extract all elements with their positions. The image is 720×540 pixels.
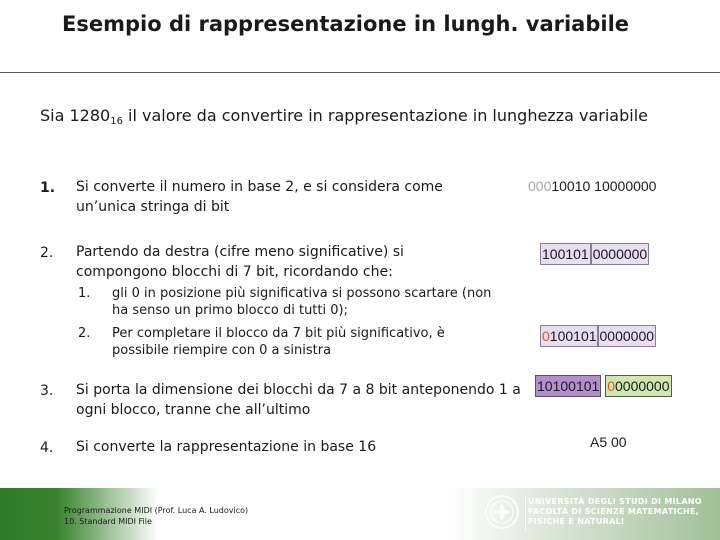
step-2-number: 2. — [40, 245, 54, 261]
result-3-block-a-bits: 100101 — [549, 328, 597, 344]
university-line-1: UNIVERSITÀ DEGLI STUDI DI MILANO — [528, 497, 702, 506]
result-step-1 — [528, 178, 656, 194]
university-divider — [525, 497, 526, 530]
result-1-leading-zeros: 000 — [528, 178, 552, 194]
step-4-text: Si converte la rappresentazione in base 16 — [76, 439, 377, 455]
substep-1-text: gli 0 in posizione più significativa si possono scartare (non ha senso un primo blocco di tutti 0); — [112, 286, 492, 318]
university-line-3: FISICHE E NATURALI — [528, 517, 625, 526]
substep-1-number: 1. — [78, 286, 91, 301]
substep-2-number: 2. — [78, 326, 91, 341]
footer-chapter: 10. Standard MIDI File — [64, 517, 152, 526]
step-4-number-wrap — [40, 437, 53, 456]
step-1-number-wrap — [40, 177, 55, 196]
result-3-block-a — [540, 325, 598, 347]
result-3-pad-zero: 0 — [542, 328, 550, 344]
result-2-block-a: 100101 — [540, 243, 591, 265]
intro-text — [40, 105, 660, 133]
result-1-bits: 10010 10000000 — [551, 178, 657, 194]
step-4-number: 4. — [40, 440, 54, 456]
title-divider — [0, 72, 720, 73]
step-1-text: Si converte il numero in base 2, e si considera come un’unica stringa di bit — [76, 179, 443, 215]
university-name — [528, 497, 702, 527]
step-3-number: 3. — [40, 383, 54, 399]
result-4-block-b — [605, 375, 671, 397]
footer-course: Programmazione MIDI (Prof. Luca A. Ludovico) — [64, 506, 249, 515]
result-step-3 — [535, 378, 672, 394]
result-3-block-b: 0000000 — [598, 325, 657, 347]
university-line-2: FACOLTÀ DI SCIENZE MATEMATICHE, — [528, 507, 700, 516]
result-4-block-b-bits: 0000000 — [615, 378, 670, 394]
result-4-last-bit: 0 — [607, 378, 615, 394]
result-step-2 — [540, 246, 649, 262]
substep-2-text: Per completare il blocco da 7 bit più significativo, è possibile riempire con 0 a sinistra — [112, 326, 445, 358]
result-step-2b — [540, 328, 656, 344]
intro-after: il valore da convertire in rappresentazione in lunghezza variabile — [122, 106, 648, 125]
intro-subscript: 16 — [110, 116, 123, 127]
step-3-number-wrap — [40, 380, 53, 399]
result-step-4: A5 00 — [590, 434, 627, 450]
slide-title: Esempio di rappresentazione in lungh. variabile — [62, 12, 630, 36]
footer-note — [64, 505, 248, 527]
result-4-block-a-bits: 0100101 — [544, 378, 600, 394]
result-4-block-a — [535, 375, 601, 397]
result-2-block-b: 0000000 — [591, 243, 650, 265]
step-1-number: 1. — [40, 180, 56, 196]
step-2-text: Partendo da destra (cifre meno significative) si compongono blocchi di 7 bit, ricordando che: — [76, 244, 404, 280]
intro-before: Sia 1280 — [40, 106, 111, 125]
step-3-text: Si porta la dimensione dei blocchi da 7 a 8 bit anteponendo 1 a ogni blocco, tranne che all’ultimo — [76, 382, 521, 418]
result-4-continuation-bit: 1 — [537, 378, 545, 394]
step-2-number-wrap — [40, 242, 53, 261]
university-seal-icon — [484, 494, 520, 530]
